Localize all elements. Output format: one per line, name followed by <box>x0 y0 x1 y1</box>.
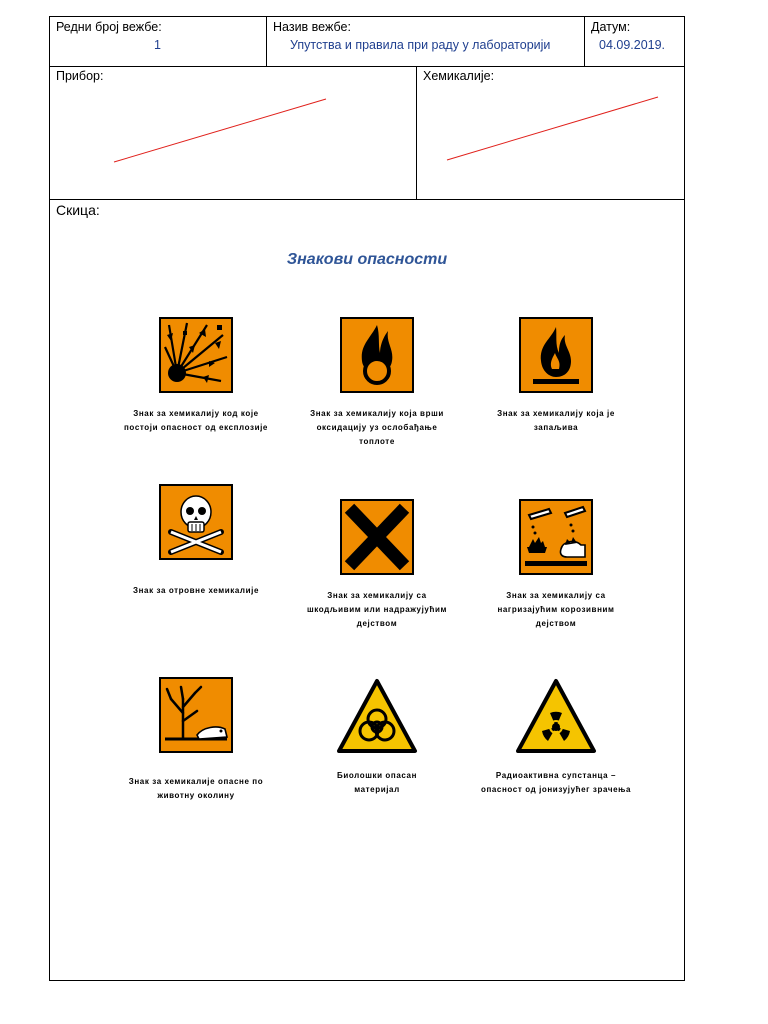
header-row <box>50 17 684 67</box>
sign-caption: Знак за хемикалије опасне по животну околину <box>128 777 264 800</box>
lab-report-sheet <box>49 16 685 981</box>
sign-toxic <box>101 484 291 598</box>
flammable-icon <box>519 317 593 393</box>
sign-caption: Знак за хемикалију са шкодљивим или надражујућим дејством <box>306 591 448 628</box>
materials-row <box>50 66 684 200</box>
sign-environment <box>101 677 291 803</box>
sign-caption: Знак за хемикалију која је запаљива <box>497 409 615 432</box>
sign-caption: Знак за отровне хемикалије <box>132 586 260 595</box>
equipment-strike-line <box>50 66 416 199</box>
date-label: Датум: <box>591 20 631 34</box>
chemicals-label: Хемикалије: <box>423 69 495 83</box>
sign-flammable <box>461 317 651 435</box>
corrosive-icon <box>519 499 593 575</box>
chemicals-strike-line <box>417 66 684 199</box>
sign-oxidizing <box>282 317 472 449</box>
explosive-icon <box>159 317 233 393</box>
environment-hazard-icon <box>159 677 233 753</box>
equipment-cell <box>50 66 417 199</box>
exercise-name-value: Упутства и правила при раду у лабораторији <box>290 38 551 52</box>
sign-radioactive <box>461 677 651 797</box>
biohazard-icon <box>335 677 419 755</box>
oxidizing-icon <box>340 317 414 393</box>
sign-caption: Знак за хемикалију која врши оксидацију уз ослобађање топлоте <box>310 409 444 446</box>
exercise-name-cell <box>267 17 585 66</box>
exercise-number-cell <box>50 17 267 66</box>
equipment-label: Прибор: <box>56 69 104 83</box>
chemicals-cell <box>417 66 684 199</box>
exercise-number-label: Редни број вежбе: <box>56 20 162 34</box>
sign-explosive <box>101 317 291 435</box>
sketch-label: Скица: <box>56 202 100 218</box>
toxic-icon <box>159 484 233 560</box>
sign-harmful <box>282 499 472 631</box>
harmful-irritant-icon <box>340 499 414 575</box>
sign-caption: Радиоактивна супстанца – опасност од јонизујућег зрачења <box>480 771 632 794</box>
sign-caption: Знак за хемикалију са нагризајућим корозивним дејством <box>497 591 615 628</box>
sign-biohazard <box>282 677 472 797</box>
date-cell <box>585 17 684 66</box>
radioactive-icon <box>514 677 598 755</box>
section-title: Знакови опасности <box>286 251 448 268</box>
exercise-number-value: 1 <box>154 38 161 52</box>
sign-caption: Биолошки опасан материјал <box>336 771 418 794</box>
sign-caption: Знак за хемикалију код које постоји опасност од експлозије <box>124 409 268 432</box>
exercise-name-label: Назив вежбе: <box>273 20 351 34</box>
sign-corrosive <box>461 499 651 631</box>
date-value: 04.09.2019. <box>599 38 666 52</box>
